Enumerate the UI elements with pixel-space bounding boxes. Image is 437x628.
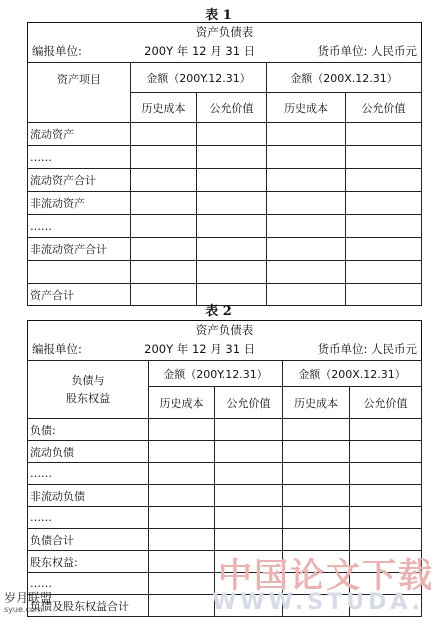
table-row <box>28 192 422 215</box>
row-label: 流动资产 <box>28 123 131 146</box>
table2-title: 资产负债表 <box>195 322 254 337</box>
table2-currency: 货币单位: 人民币元 <box>317 342 417 357</box>
row-label: 流动资产合计 <box>28 169 131 192</box>
table-row <box>28 463 422 485</box>
site-logo <box>4 592 52 616</box>
table-row <box>28 507 422 529</box>
table1-col-amount-b: 金额（200X.12.31） <box>267 63 422 93</box>
table1-date: 200Y 年 12 月 31 日 <box>144 44 256 59</box>
table2-col-item-line2: 股东权益 <box>66 391 110 405</box>
table1-col-amount-a: 金额（200Y.12.31） <box>131 63 267 93</box>
table1-sub-fair-b: 公允价值 <box>346 93 422 123</box>
row-label: …… <box>28 507 149 529</box>
row-label <box>28 261 131 284</box>
table1-sub-fair-a: 公允价值 <box>197 93 267 123</box>
table-row <box>28 419 422 441</box>
table2-col-amount-a: 金额（200Y.12.31） <box>149 361 283 387</box>
table2-org-label: 编报单位: <box>32 342 82 357</box>
table2-sub-hist-b: 历史成本 <box>283 387 350 419</box>
table1-col-item: 资产项目 <box>28 63 131 123</box>
row-label: 流动负债 <box>28 441 149 463</box>
table1-caption: 表 1 <box>205 8 232 23</box>
table2-col-item-line1: 负债与 <box>71 373 105 387</box>
logo-name: 岁月联盟 <box>4 591 53 605</box>
table-row <box>28 261 422 284</box>
table-row <box>28 485 422 507</box>
watermark-site-en: WWW.STUDA. <box>212 590 425 615</box>
table2-sub-fair-a: 公允价值 <box>215 387 283 419</box>
table1 <box>27 22 422 306</box>
table2-sub-fair-b: 公允价值 <box>350 387 422 419</box>
row-label: 资产合计 <box>28 284 131 306</box>
table1-sub-hist-a: 历史成本 <box>131 93 197 123</box>
table2-col-amount-b: 金额（200X.12.31） <box>283 361 422 387</box>
row-label: 非流动资产合计 <box>28 238 131 261</box>
row-label: 负债及股东权益合计 <box>28 595 149 617</box>
table1-org-label: 编报单位: <box>32 44 82 59</box>
table2-sub-hist-a: 历史成本 <box>149 387 215 419</box>
table-row <box>28 215 422 238</box>
logo-url: syue.com <box>4 605 43 614</box>
table-row <box>28 238 422 261</box>
row-label: 非流动资产 <box>28 192 131 215</box>
row-label: …… <box>28 573 149 595</box>
table1-title: 资产负债表 <box>195 24 254 39</box>
row-label: …… <box>28 215 131 238</box>
row-label: 负债合计 <box>28 529 149 551</box>
table-row <box>28 146 422 169</box>
table2-date: 200Y 年 12 月 31 日 <box>144 342 256 357</box>
table2-caption: 表 2 <box>205 304 232 319</box>
row-label: 股东权益: <box>28 551 149 573</box>
row-label: 非流动负债 <box>28 485 149 507</box>
table1-sub-hist-b: 历史成本 <box>267 93 346 123</box>
row-label: …… <box>28 463 149 485</box>
row-label: …… <box>28 146 131 169</box>
table-row <box>28 169 422 192</box>
watermark-site-cn: 中国论文下载 <box>218 556 434 596</box>
table-row <box>28 123 422 146</box>
table1-currency: 货币单位: 人民币元 <box>317 44 417 59</box>
table-row <box>28 441 422 463</box>
row-label: 负债: <box>28 419 149 441</box>
